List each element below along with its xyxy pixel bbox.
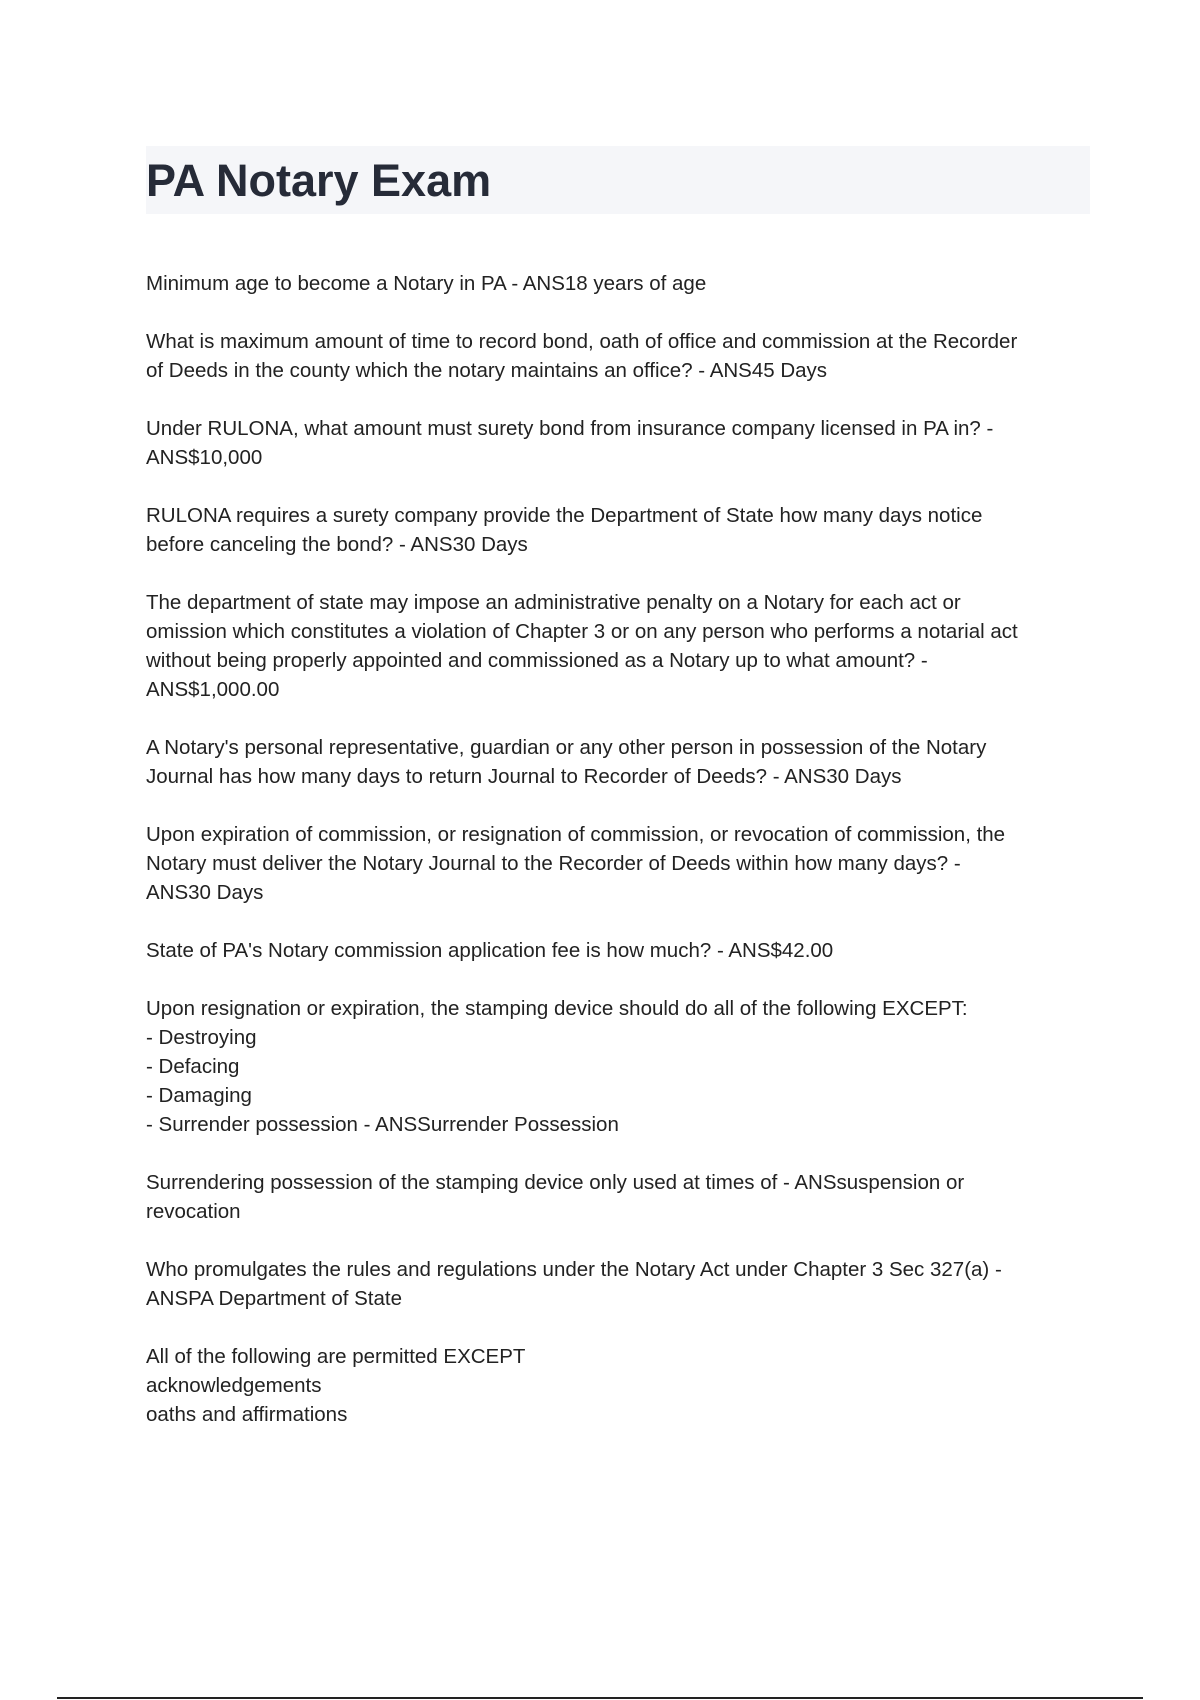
qa-item: Minimum age to become a Notary in PA - ANS18 years of age	[146, 272, 707, 295]
qa-item: Who promulgates the rules and regulations under the Notary Act under Chapter 3 Sec 327(a) - ANSPA Department of State	[146, 1258, 1002, 1310]
qa-item: The department of state may impose an administrative penalty on a Notary for each act or omission which constitutes a violation of Chapter 3 or on any person who performs a notarial act without being properly appointed and commissioned as a Notary up to what amount? - ANS$1,000.00	[146, 591, 1018, 701]
footer-divider	[57, 1697, 1143, 1699]
qa-item: Upon resignation or expiration, the stamping device should do all of the following EXCEPT: - Destroying - Defacing - Damaging - Surrender possession - ANSSurrender Possession	[146, 997, 968, 1136]
qa-item: What is maximum amount of time to record bond, oath of office and commission at the Recorder of Deeds in the county which the notary maintains an office? - ANS45 Days	[146, 330, 1018, 382]
qa-item: Upon expiration of commission, or resignation of commission, or revocation of commission, the Notary must deliver the Notary Journal to the Recorder of Deeds within how many days? - ANS30 Days	[146, 823, 1006, 904]
qa-item: A Notary's personal representative, guardian or any other person in possession of the Notary Journal has how many days to return Journal to Recorder of Deeds? - ANS30 Days	[146, 736, 987, 788]
qa-item: Surrendering possession of the stamping device only used at times of - ANSsuspension or revocation	[146, 1171, 965, 1223]
qa-item: RULONA requires a surety company provide the Department of State how many days notice before canceling the bond? - ANS30 Days	[146, 504, 983, 556]
qa-item: State of PA's Notary commission application fee is how much? - ANS$42.00	[146, 939, 834, 962]
qa-item: All of the following are permitted EXCEPT acknowledgements oaths and affirmations	[146, 1345, 526, 1426]
title-banner	[146, 146, 1090, 214]
qa-item: Under RULONA, what amount must surety bond from insurance company licensed in PA in? - ANS$10,000	[146, 417, 994, 469]
question-answer-list	[146, 269, 1096, 1429]
page-title: PA Notary Exam	[146, 154, 492, 206]
